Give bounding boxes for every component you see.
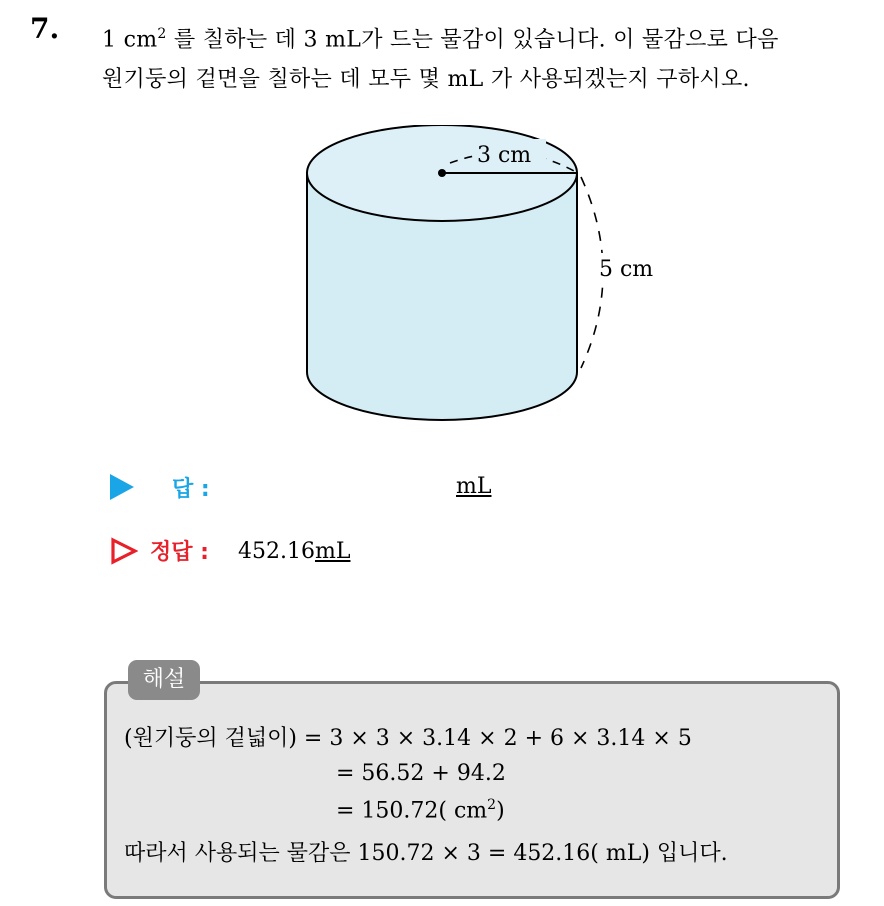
question-line-1-end: 를 칠하는 데 3 mL가 드는 물감이 있습니다. 이 물감으로 다음	[166, 27, 779, 53]
radius-label: 3 cm	[477, 143, 532, 168]
solution-line-3-start: = 150.72( cm	[336, 798, 488, 824]
center-dot	[438, 169, 446, 177]
solution-line-3-sup: 2	[487, 797, 497, 813]
play-arrow-icon	[110, 474, 134, 500]
correct-answer-unit: mL	[314, 539, 351, 564]
height-label: 5 cm	[599, 257, 654, 282]
correct-answer-value	[238, 539, 350, 564]
question-number: 7.	[30, 12, 60, 45]
solution-line-3	[336, 797, 505, 823]
solution-line-3-end: )	[496, 798, 505, 824]
answer-row	[110, 470, 610, 510]
question-line-1-sup: 2	[157, 26, 167, 42]
solution-tag: 해설	[128, 660, 200, 700]
solution-line-1: (원기둥의 겉넓이) = 3 × 3 × 3.14 × 2 + 6 × 3.14 × 5	[124, 726, 692, 751]
cylinder-figure	[290, 125, 670, 435]
correct-answer-label: 정답 :	[150, 540, 209, 565]
answer-label: 답 :	[172, 477, 210, 502]
solution-line-4: 따라서 사용되는 물감은 150.72 × 3 = 452.16( mL) 입니다.	[124, 841, 728, 866]
question-line-1-start: 1 cm	[102, 27, 158, 53]
correct-answer-number: 452.16	[238, 539, 315, 564]
outline-arrow-icon	[110, 537, 138, 565]
solution-line-2: = 56.52 + 94.2	[336, 761, 506, 786]
correct-answer-row	[110, 533, 610, 573]
question-line-1	[102, 14, 872, 60]
answer-unit: mL	[456, 474, 492, 499]
question-line-2: 원기둥의 겉면을 칠하는 데 모두 몇 mL 가 사용되겠는지 구하시오.	[102, 67, 750, 93]
question-text	[102, 14, 872, 100]
